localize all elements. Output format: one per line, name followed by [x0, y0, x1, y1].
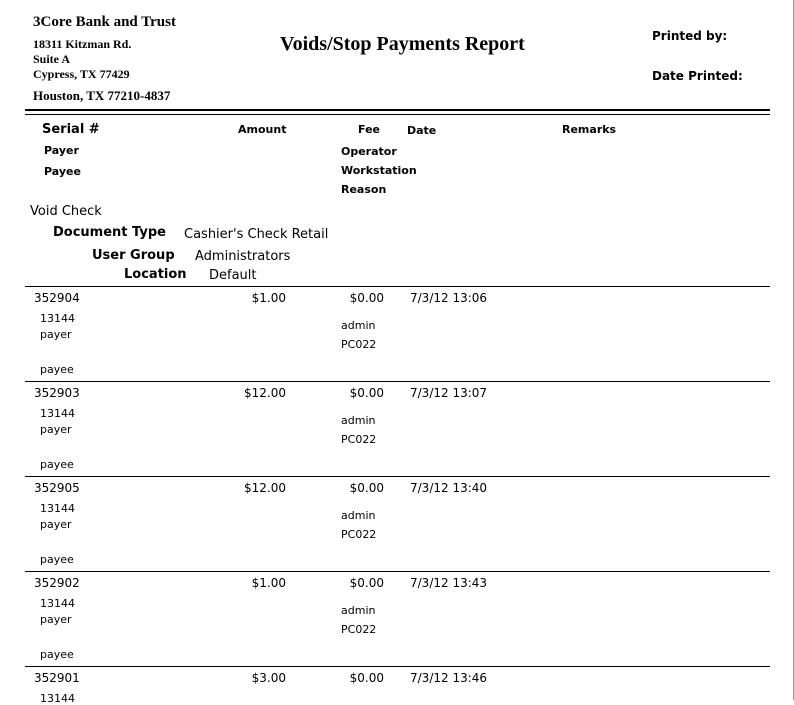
record-row: [0, 477, 794, 572]
record-amount: $12.00: [244, 386, 286, 400]
record-row: [0, 667, 794, 705]
col-serial-header: Serial #: [42, 122, 100, 137]
group-void-check: Void Check: [30, 204, 102, 219]
record-date: 7/3/12 13:40: [410, 481, 488, 495]
record-payee: payee: [40, 553, 74, 566]
record-date: 7/3/12 13:43: [410, 576, 488, 590]
record-fee: $0.00: [349, 481, 384, 495]
document-type-value: Cashier's Check Retail: [184, 227, 329, 242]
record-amount: $12.00: [244, 481, 286, 495]
col-reason-header: Reason: [341, 183, 387, 196]
record-date: 7/3/12 13:07: [410, 386, 488, 400]
header-divider-bottom: [25, 114, 770, 115]
record-fee: $0.00: [349, 576, 384, 590]
bank-address-city: Cypress, TX 77429: [33, 67, 130, 81]
record-payer: payer: [40, 518, 72, 531]
record-account: 13144: [40, 312, 75, 325]
record-payer: payer: [40, 423, 72, 436]
document-type-label: Document Type: [53, 225, 166, 240]
record-account: 13144: [40, 407, 75, 420]
record-amount: $1.00: [251, 576, 286, 590]
date-printed-label: Date Printed:: [652, 69, 743, 83]
record-amount: $1.00: [251, 291, 286, 305]
record-workstation: PC022: [341, 623, 377, 636]
report-title: Voids/Stop Payments Report: [280, 33, 525, 55]
record-fee: $0.00: [349, 291, 384, 305]
record-account: 13144: [40, 502, 75, 515]
record-serial: 352904: [34, 291, 80, 305]
record-serial: 352903: [34, 386, 80, 400]
record-date: 7/3/12 13:46: [410, 671, 488, 685]
record-serial: 352905: [34, 481, 80, 495]
record-date: 7/3/12 13:06: [410, 291, 488, 305]
record-row: [0, 287, 794, 382]
user-group-value: Administrators: [195, 249, 291, 264]
record-operator: admin: [341, 509, 376, 522]
col-fee-header: Fee: [358, 123, 380, 136]
location-label: Location: [124, 267, 187, 282]
record-operator: admin: [341, 319, 376, 332]
col-amount-header: Amount: [238, 123, 287, 136]
record-row: [0, 572, 794, 667]
record-payer: payer: [40, 613, 72, 626]
record-serial: 352902: [34, 576, 80, 590]
col-payee-header: Payee: [44, 165, 81, 178]
record-operator: admin: [341, 414, 376, 427]
user-group-label: User Group: [92, 248, 175, 263]
header-divider-top: [25, 109, 770, 111]
record-workstation: PC022: [341, 433, 377, 446]
bank-address-line2: Suite A: [33, 52, 71, 66]
bank-name: 3Core Bank and Trust: [33, 14, 176, 30]
record-payee: payee: [40, 458, 74, 471]
record-account: 13144: [40, 597, 75, 610]
record-account: 13144: [40, 692, 75, 705]
col-remarks-header: Remarks: [562, 123, 617, 136]
col-payer-header: Payer: [44, 144, 79, 157]
record-payee: payee: [40, 363, 74, 376]
record-payer: payer: [40, 328, 72, 341]
record-row: [0, 382, 794, 477]
record-workstation: PC022: [341, 338, 377, 351]
record-fee: $0.00: [349, 386, 384, 400]
col-workstation-header: Workstation: [341, 164, 417, 177]
col-date-header: Date: [407, 124, 437, 137]
record-fee: $0.00: [349, 671, 384, 685]
bank-address-city2: Houston, TX 77210-4837: [33, 88, 171, 103]
col-operator-header: Operator: [341, 145, 397, 158]
record-operator: admin: [341, 604, 376, 617]
record-serial: 352901: [34, 671, 80, 685]
printed-by-label: Printed by:: [652, 29, 728, 43]
location-value: Default: [209, 268, 257, 283]
record-payee: payee: [40, 648, 74, 661]
bank-address-line1: 18311 Kitzman Rd.: [33, 37, 132, 51]
record-workstation: PC022: [341, 528, 377, 541]
record-amount: $3.00: [251, 671, 286, 685]
